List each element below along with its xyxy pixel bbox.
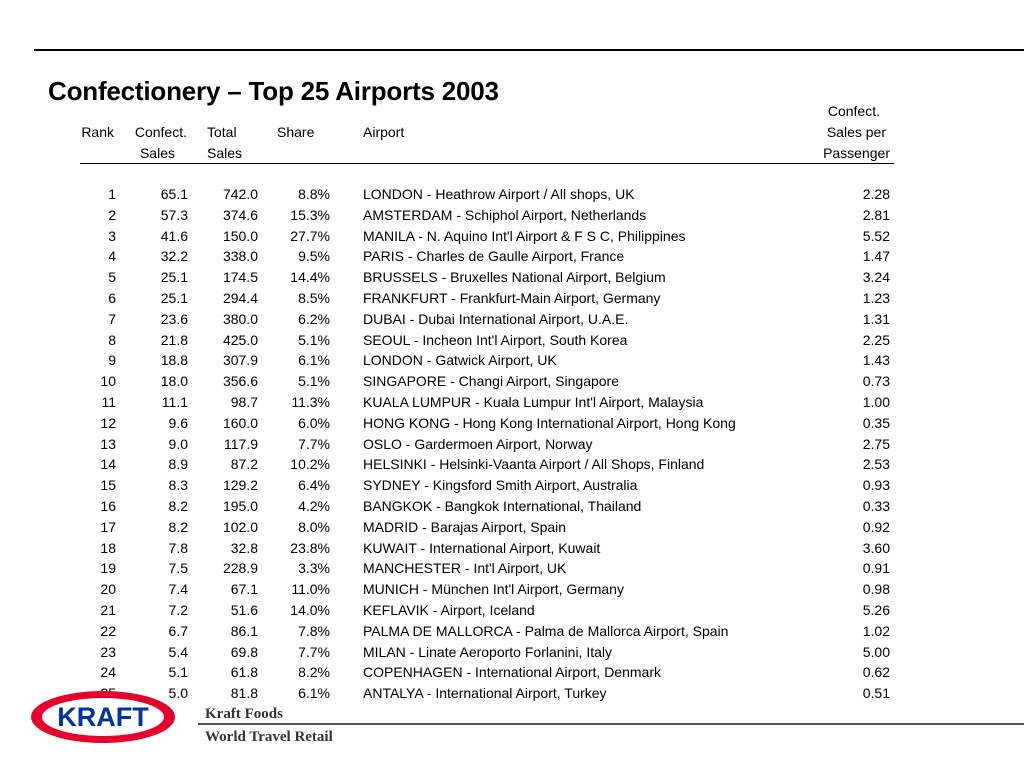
airport-cell: KUWAIT - International Airport, Kuwait	[363, 539, 601, 556]
confect-sales-cell: 25.1	[160, 289, 188, 306]
confect-sales-cell: 65.1	[160, 186, 188, 202]
total-sales-cell: 195.0	[222, 497, 258, 514]
table-row	[0, 621, 1024, 642]
airport-cell: MANILA - N. Aquino Int'l Airport & F S C, Philippines	[363, 227, 686, 244]
airport-cell: COPENHAGEN - International Airport, Denmark	[363, 664, 661, 681]
header-rank: Rank	[81, 124, 114, 140]
total-sales-cell: 32.8	[230, 539, 258, 556]
sales-per-passenger-cell: 2.75	[862, 435, 890, 452]
airport-cell: HONG KONG - Hong Kong International Airport, Hong Kong	[363, 414, 736, 431]
airport-cell: MILAN - Linate Aeroporto Forlanini, Italy	[363, 643, 613, 660]
table-row	[0, 434, 1024, 455]
rank-cell: 11	[101, 393, 116, 410]
total-sales-cell: 294.4	[222, 289, 258, 306]
table-row	[0, 309, 1024, 330]
share-cell: 5.1%	[298, 373, 330, 390]
rank-cell: 23	[100, 643, 116, 660]
confect-sales-cell: 5.0	[168, 685, 188, 702]
page-title: Confectionery – Top 25 Airports 2003	[48, 76, 499, 106]
airport-cell: PARIS - Charles de Gaulle Airport, France	[363, 248, 625, 265]
header-confect-sales-line2: Sales	[139, 145, 175, 161]
total-sales-cell: 69.8	[230, 643, 258, 660]
total-sales-cell: 307.9	[222, 352, 258, 369]
rank-cell: 6	[108, 289, 116, 306]
airport-cell: KEFLAVIK - Airport, Iceland	[363, 601, 535, 618]
share-cell: 11.3%	[291, 393, 330, 410]
sales-per-passenger-cell: 1.23	[862, 289, 890, 306]
header-total-sales-line1: Total	[207, 124, 237, 140]
airport-table-body	[0, 184, 1024, 704]
total-sales-cell: 87.2	[230, 456, 258, 473]
share-cell: 9.5%	[298, 248, 330, 265]
sales-per-passenger-cell: 5.52	[862, 227, 890, 244]
confect-sales-cell: 41.6	[160, 227, 188, 244]
share-cell: 11.0%	[291, 581, 330, 598]
sales-per-passenger-cell: 2.25	[862, 331, 890, 348]
table-row	[0, 205, 1024, 226]
total-sales-cell: 380.0	[222, 310, 258, 327]
sales-per-passenger-cell: 5.26	[862, 601, 890, 618]
table-row	[0, 350, 1024, 371]
share-cell: 8.0%	[298, 518, 330, 535]
sales-per-passenger-cell: 0.51	[862, 685, 890, 702]
rank-cell: 18	[100, 539, 116, 556]
table-row	[0, 184, 1024, 205]
sales-per-passenger-cell: 0.35	[862, 414, 890, 431]
table-row	[0, 538, 1024, 559]
rank-cell: 5	[108, 269, 116, 286]
confect-sales-cell: 8.2	[168, 497, 188, 514]
table-row	[0, 330, 1024, 351]
rank-cell: 20	[100, 581, 116, 598]
airport-cell: PALMA DE MALLORCA - Palma de Mallorca Airport, Spain	[363, 622, 729, 639]
confect-sales-cell: 9.0	[168, 435, 188, 452]
confect-sales-cell: 21.8	[160, 331, 188, 348]
confect-sales-cell: 9.6	[168, 414, 188, 431]
footer-division: World Travel Retail	[205, 729, 333, 745]
sales-per-passenger-cell: 2.81	[862, 206, 890, 223]
table-row	[0, 475, 1024, 496]
sales-per-passenger-cell: 1.43	[862, 352, 890, 369]
total-sales-cell: 356.6	[222, 373, 258, 390]
share-cell: 8.2%	[298, 664, 330, 681]
rank-cell: 24	[100, 664, 116, 681]
sales-per-passenger-cell: 0.91	[862, 560, 890, 577]
total-sales-cell: 425.0	[222, 331, 258, 348]
sales-per-passenger-cell: 1.02	[862, 622, 890, 639]
sales-per-passenger-cell: 5.00	[862, 643, 890, 660]
table-row	[0, 558, 1024, 579]
share-cell: 6.0%	[298, 414, 330, 431]
header-confect-sales-line1: Confect.	[134, 124, 187, 140]
rank-cell: 16	[100, 497, 116, 514]
sales-per-passenger-cell: 1.31	[862, 310, 890, 327]
total-sales-cell: 51.6	[230, 601, 258, 618]
share-cell: 7.8%	[298, 622, 330, 639]
rank-cell: 3	[108, 227, 116, 244]
total-sales-cell: 228.9	[222, 560, 258, 577]
table-row	[0, 413, 1024, 434]
sales-per-passenger-cell: 1.00	[862, 393, 890, 410]
rank-cell: 2	[108, 206, 116, 223]
airport-cell: OSLO - Gardermoen Airport, Norway	[363, 435, 593, 452]
rank-cell: 4	[108, 248, 116, 265]
header-spp-line3: Passenger	[823, 145, 890, 161]
rank-cell: 19	[100, 560, 116, 577]
share-cell: 7.7%	[298, 435, 330, 452]
share-cell: 14.0%	[290, 601, 330, 618]
confect-sales-cell: 23.6	[160, 310, 188, 327]
confect-sales-cell: 32.2	[160, 248, 188, 265]
airport-cell: FRANKFURT - Frankfurt-Main Airport, Germany	[363, 289, 661, 306]
table-row	[0, 579, 1024, 600]
sales-per-passenger-cell: 0.33	[862, 497, 890, 514]
table-row	[0, 600, 1024, 621]
share-cell: 3.3%	[298, 560, 330, 577]
table-row	[0, 662, 1024, 683]
share-cell: 10.2%	[290, 456, 330, 473]
total-sales-cell: 81.8	[230, 685, 258, 702]
table-row	[0, 226, 1024, 247]
sales-per-passenger-cell: 3.60	[862, 539, 890, 556]
total-sales-cell: 374.6	[222, 206, 258, 223]
airport-cell: DUBAI - Dubai International Airport, U.A.E.	[363, 310, 629, 327]
confect-sales-cell: 18.0	[160, 373, 188, 390]
rank-cell: 12	[100, 414, 116, 431]
airport-cell: BANGKOK - Bangkok International, Thailand	[363, 497, 642, 514]
airport-cell: SINGAPORE - Changi Airport, Singapore	[363, 373, 620, 390]
total-sales-cell: 117.9	[224, 435, 258, 452]
share-cell: 6.2%	[298, 310, 330, 327]
header-spp-line2: Sales per	[826, 124, 886, 140]
airport-cell: LONDON - Heathrow Airport / All shops, UK	[363, 186, 635, 202]
rank-cell: 14	[100, 456, 116, 473]
sales-per-passenger-cell: 2.53	[862, 456, 890, 473]
sales-per-passenger-cell: 0.98	[862, 581, 890, 598]
rank-cell: 9	[108, 352, 116, 369]
total-sales-cell: 67.1	[230, 581, 258, 598]
confect-sales-cell: 8.2	[168, 518, 188, 535]
table-row	[0, 392, 1024, 413]
total-sales-cell: 86.1	[230, 622, 258, 639]
table-row	[0, 246, 1024, 267]
confect-sales-cell: 7.4	[168, 581, 188, 598]
confect-sales-cell: 6.7	[168, 622, 188, 639]
table-row	[0, 496, 1024, 517]
sales-per-passenger-cell: 1.47	[862, 248, 890, 265]
rank-cell: 1	[108, 186, 116, 202]
confect-sales-cell: 5.1	[168, 664, 188, 681]
sales-per-passenger-cell: 0.92	[862, 518, 890, 535]
airport-cell: SEOUL - Incheon Int'l Airport, South Korea	[363, 331, 628, 348]
rank-cell: 10	[100, 373, 116, 390]
total-sales-cell: 129.2	[222, 477, 258, 494]
total-sales-cell: 61.8	[230, 664, 258, 681]
share-cell: 7.7%	[298, 643, 330, 660]
table-row	[0, 454, 1024, 475]
table-row	[0, 642, 1024, 663]
header-underline	[80, 163, 894, 164]
share-cell: 14.4%	[290, 269, 330, 286]
total-sales-cell: 338.0	[222, 248, 258, 265]
header-share: Share	[277, 124, 315, 140]
share-cell: 23.8%	[290, 539, 330, 556]
footer-company: Kraft Foods	[205, 706, 283, 722]
airport-cell: MADRID - Barajas Airport, Spain	[363, 518, 567, 535]
table-row	[0, 267, 1024, 288]
sales-per-passenger-cell: 0.93	[862, 477, 890, 494]
rank-cell: 21	[100, 601, 116, 618]
airport-cell: HELSINKI - Helsinki-Vaanta Airport / All Shops, Finland	[363, 456, 705, 473]
share-cell: 8.8%	[298, 186, 330, 202]
airport-cell: MANCHESTER - Int'l Airport, UK	[363, 560, 567, 577]
share-cell: 27.7%	[290, 227, 330, 244]
total-sales-cell: 150.0	[222, 227, 258, 244]
rank-cell: 8	[108, 331, 116, 348]
confect-sales-cell: 8.3	[168, 477, 188, 494]
airport-cell: LONDON - Gatwick Airport, UK	[363, 352, 557, 369]
rank-cell: 22	[100, 622, 116, 639]
rank-cell: 7	[108, 310, 116, 327]
share-cell: 6.4%	[298, 477, 330, 494]
confect-sales-cell: 7.8	[168, 539, 188, 556]
share-cell: 6.1%	[298, 685, 330, 702]
airport-cell: KUALA LUMPUR - Kuala Lumpur Int'l Airport, Malaysia	[363, 393, 704, 410]
share-cell: 5.1%	[298, 331, 330, 348]
kraft-logo	[28, 688, 178, 746]
sales-per-passenger-cell: 0.62	[862, 664, 890, 681]
table-row	[0, 517, 1024, 538]
sales-per-passenger-cell: 2.28	[862, 186, 890, 202]
confect-sales-cell: 8.9	[168, 456, 188, 473]
confect-sales-cell: 5.4	[168, 643, 188, 660]
table-row	[0, 371, 1024, 392]
confect-sales-cell: 25.1	[160, 269, 188, 286]
share-cell: 15.3%	[290, 206, 330, 223]
header-airport: Airport	[363, 124, 405, 140]
confect-sales-cell: 7.2	[168, 601, 188, 618]
airport-cell: MUNICH - München Int'l Airport, Germany	[363, 581, 624, 598]
confect-sales-cell: 11.1	[161, 393, 188, 410]
confect-sales-cell: 7.5	[168, 560, 188, 577]
airport-cell: ANTALYA - International Airport, Turkey	[363, 685, 607, 702]
share-cell: 6.1%	[298, 352, 330, 369]
sales-per-passenger-cell: 3.24	[862, 269, 890, 286]
sales-per-passenger-cell: 0.73	[862, 373, 890, 390]
logo-text: KRAFT	[57, 702, 149, 732]
rank-cell: 17	[100, 518, 116, 535]
airport-cell: BRUSSELS - Bruxelles National Airport, Belgium	[363, 269, 666, 286]
table-row	[0, 288, 1024, 309]
airport-cell: SYDNEY - Kingsford Smith Airport, Australia	[363, 477, 638, 494]
total-sales-cell: 160.0	[222, 414, 258, 431]
header-total-sales-line2: Sales	[207, 145, 243, 161]
header-spp-line1: Confect.	[827, 103, 880, 119]
airport-cell: AMSTERDAM - Schiphol Airport, Netherlands	[363, 206, 647, 223]
confect-sales-cell: 18.8	[160, 352, 188, 369]
share-cell: 4.2%	[298, 497, 330, 514]
confect-sales-cell: 57.3	[160, 206, 188, 223]
rank-cell: 13	[100, 435, 116, 452]
total-sales-cell: 98.7	[230, 393, 258, 410]
footer-divider	[198, 723, 1024, 725]
total-sales-cell: 742.0	[222, 186, 258, 202]
rank-cell: 15	[100, 477, 116, 494]
total-sales-cell: 102.0	[222, 518, 258, 535]
share-cell: 8.5%	[298, 289, 330, 306]
top-divider	[34, 49, 1024, 51]
total-sales-cell: 174.5	[222, 269, 258, 286]
